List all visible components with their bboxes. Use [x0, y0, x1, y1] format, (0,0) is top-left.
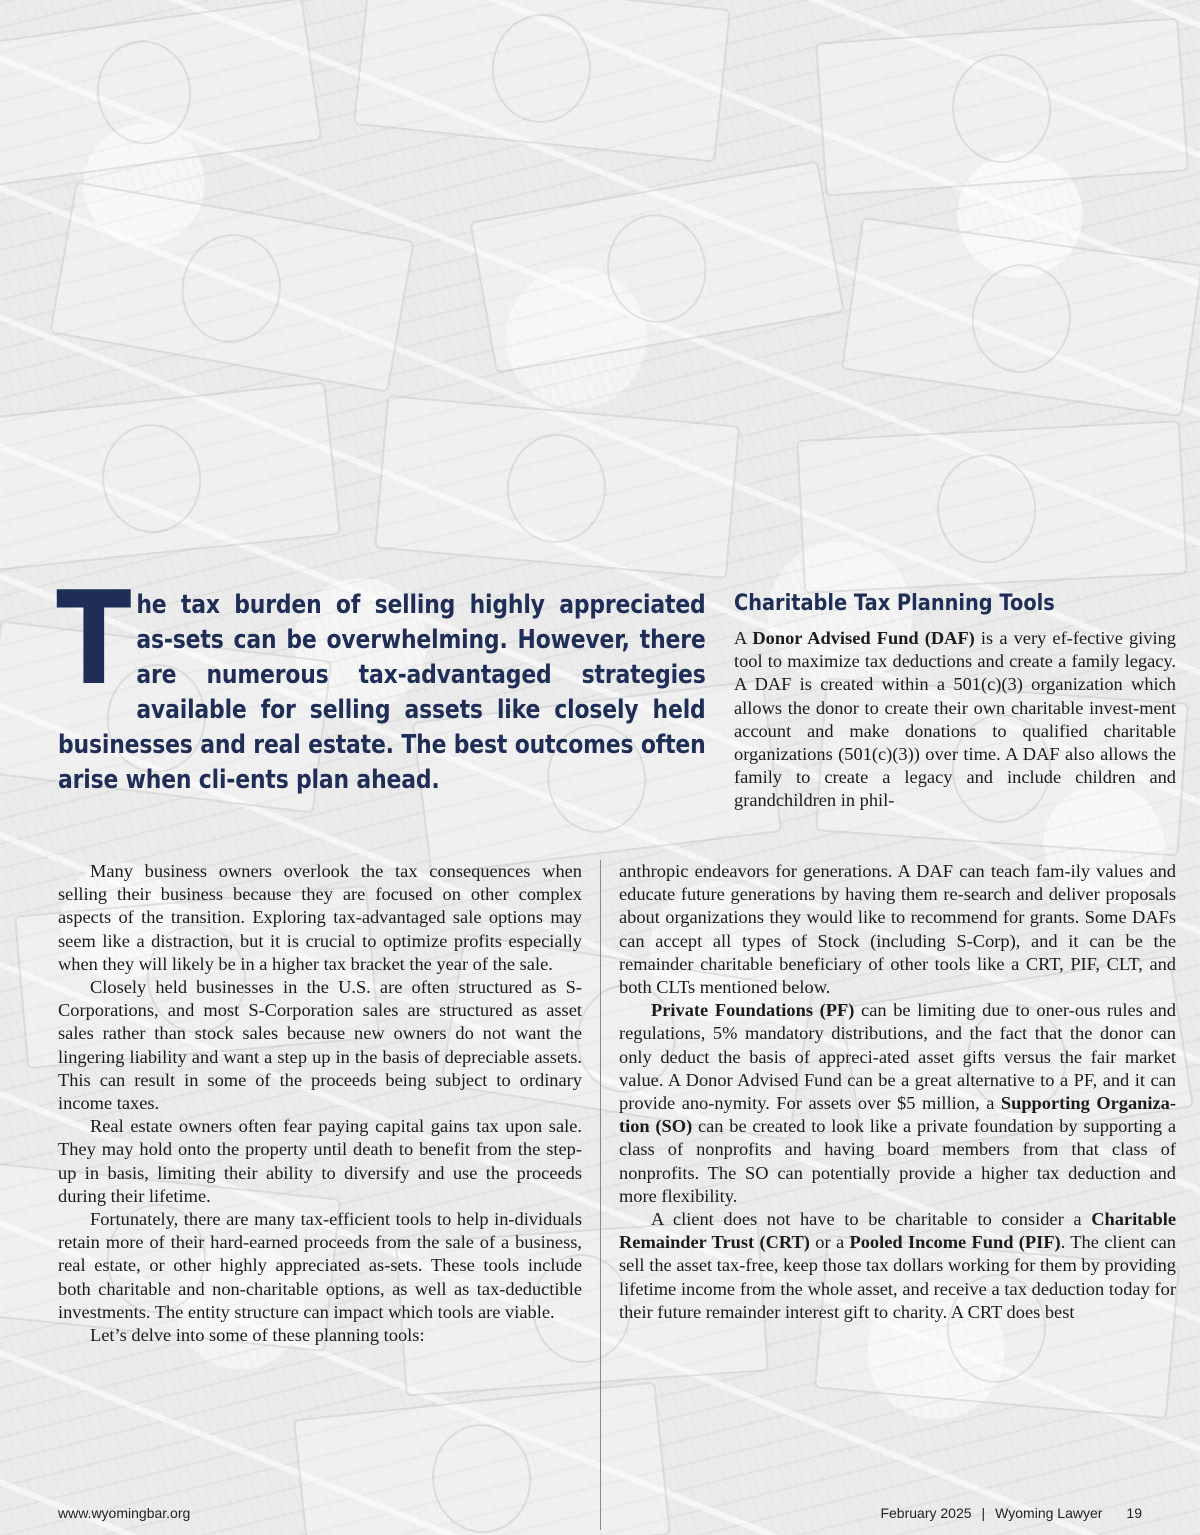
banknote-graphic	[0, 0, 322, 187]
daf-pre: A	[734, 628, 753, 648]
crt-term: Charitable Remainder Trust (CRT)	[619, 1209, 1176, 1253]
pf-term: Private Foundations (PF)	[651, 1000, 855, 1021]
pf-paragraph	[619, 999, 1176, 1208]
banknote-graphic	[293, 1381, 671, 1535]
footer-website: www.wyomingbar.org	[58, 1505, 191, 1521]
daf-term: Donor Advised Fund (DAF)	[752, 628, 975, 648]
crt-text-or: or a	[809, 1232, 850, 1253]
right-column-top	[734, 627, 1176, 813]
banknote-graphic	[374, 395, 740, 579]
pf-text: can be limiting due to oner-ous rules and regulations, 5% mandatory distributions, and the fact that the donor can only deduct the basis of appreci-ated asset gifts versus the fair market value. A Donor Advised Fund can be a great alternative to a PF, and it can provide ano-nymity. For assets over $5 million, a	[619, 1000, 1177, 1114]
paragraph: Let’s delve into some of these planning tools:	[90, 1325, 425, 1346]
left-column	[58, 860, 582, 1347]
right-column	[619, 860, 1176, 1324]
page-number: 19	[1126, 1505, 1142, 1521]
banknote-graphic	[469, 160, 844, 373]
banknote-graphic	[815, 17, 1189, 196]
crt-text: A client does not have to be charitable to consider a	[651, 1209, 1092, 1230]
lead-text: he tax burden of selling highly appreciated as-sets can be overwhelming. However, there are numerous tax-advantaged strategies available for selling assets like closely held businesses and real estate. The best outcomes often arise when cli-ents plan ahead.	[58, 590, 706, 795]
daf-text: is a very ef-fective giving tool to maximize tax deductions and create a family legacy. A DAF is created within a 501(c)(3) organization which allows the donor to create their own charitable invest-ment account and make donations to qualified charitable organizations (501(c)(3)) over time. A DAF also allows the family to create a legacy and include children and grandchildren in phil-	[734, 628, 1176, 811]
footer-date: February 2025	[880, 1505, 972, 1521]
footer-separator: |	[981, 1505, 986, 1521]
banknote-graphic	[353, 0, 731, 163]
paragraph: Fortunately, there are many tax-efficient tools to help in-dividuals retain more of their hard-earned proceeds from the sale of a business, real estate, or other highly appreciated as-sets. These tools include both charitable and non-charitable options, as well as tax-deductible investments. The entity structure can impact which tools are viable.	[58, 1209, 582, 1322]
lead-paragraph	[56, 565, 706, 798]
paragraph: Many business owners overlook the tax consequences when selling their business because they are focused on other complex aspects of the transition. Exploring tax-advantaged sale options may seem like a distraction, but it is crucial to optimize profits especially when they will likely be in a higher tax bracket the year of the sale.	[58, 861, 582, 974]
so-text: can be created to look like a private foundation by supporting a class of nonprofits and having board members from that class of nonprofits. The SO can potentially provide a higher tax deduction and more flexibility.	[619, 1116, 1176, 1206]
footer-publication: Wyoming Lawyer	[995, 1505, 1103, 1521]
paragraph: Closely held businesses in the U.S. are often structured as S-Corporations, and most S-Corporation sales are structured as asset sales rather than stock sales because new owners do not want the lingering liability and want a step up in the basis of depreciable assets. This can result in some of the proceeds being subject to ordinary income taxes.	[58, 977, 582, 1114]
drop-cap: T	[56, 565, 132, 714]
column-divider	[600, 860, 601, 1530]
banknote-graphic	[49, 181, 415, 392]
banknote-graphic	[841, 217, 1200, 417]
crt-paragraph	[619, 1208, 1176, 1324]
paragraph: Real estate owners often fear paying capital gains tax upon sale. They may hold onto the property until death to benefit from the step-up in basis, limiting their ability to diversify and use the proceeds during their lifetime.	[58, 1116, 582, 1206]
footer-info	[880, 1505, 1142, 1521]
so-term: Supporting Organiza-tion (SO)	[619, 1093, 1176, 1137]
crt-text-end: . The client can sell the asset tax-free, keep those tax dollars working for them by providing lifetime income from the whole asset, and receive a tax deduction today for their future remainder interest gift to charity. A CRT does best	[619, 1232, 1176, 1322]
daf-paragraph-continued: anthropic endeavors for generations. A DAF can teach fam-ily values and educate future generations by having them re-search and deliver proposals about organizations they would like to recommend for grants. Some DAFs can accept all types of Stock (including S-Corp), and it can be the remainder charitable beneficiary of other tools like a CRT, PIF, CLT, and both CLTs mentioned below.	[619, 861, 1176, 998]
daf-paragraph-start	[734, 627, 1176, 813]
section-heading: Charitable Tax Planning Tools	[734, 591, 1055, 616]
pif-term: Pooled Income Fund (PIF)	[849, 1232, 1061, 1253]
banknote-graphic	[796, 420, 1188, 594]
banknote-graphic	[0, 381, 341, 572]
